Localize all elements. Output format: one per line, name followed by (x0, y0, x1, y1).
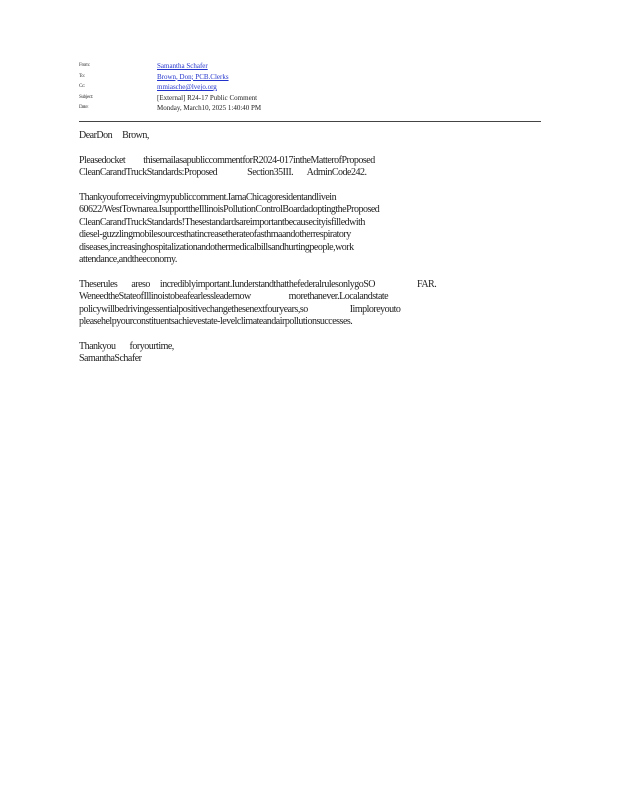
body-line: attendance,andtheeconomy. (79, 254, 177, 265)
signature: SamanthaSchafer (79, 353, 142, 364)
closing (79, 341, 509, 366)
subject-label: Subject: (79, 94, 93, 100)
subject-value: [External] R24-17 Public Comment (157, 93, 258, 102)
body-line: WeneedtheStateofIllinoistobeafearlessleadernow morethanever.Localandstate (79, 291, 389, 302)
to-label: To: (79, 73, 85, 79)
email-body (79, 130, 509, 378)
closing-line: Thankyou foryourtime, (79, 340, 174, 352)
cc-link[interactable]: mmiasche@lvejo.org (157, 83, 217, 91)
body-line: 60622/WestTownarea.IsupporttheIllinoisPollutionControlBoardadoptingtheProposed (79, 204, 380, 215)
body-line: pleasehelpyourconstituentsachievestate-levelclimateandairpollutionsuccesses. (79, 316, 353, 327)
email-header (79, 61, 541, 114)
body-line: policywillbedrivingessentialpositivechangethesenextfouryears,so Iimploreyouto (79, 303, 401, 315)
date-value: Monday, March10, 2025 1:40:40 PM (157, 104, 262, 112)
greeting-text: DearDon Brown, (79, 130, 149, 141)
from-label: From: (79, 63, 90, 68)
from-row (79, 61, 541, 72)
greeting (79, 130, 509, 143)
body-line: Thankyouforreceivingmypubliccomment.IamaChicagoresidentandlivein (79, 191, 337, 203)
to-row (79, 72, 541, 83)
body-line: diesel-guzzlingmobilesourcesthatincreasetherateofasthmaandotherrespiratory (79, 229, 351, 240)
subject-row (79, 93, 541, 104)
cc-row (79, 82, 541, 93)
body-line: CleanCarandTruckStandards!Thesestandardsareimportantbecausecityisfilledwith (79, 216, 365, 228)
body-line: Pleasedocket thisemailasapubliccommentforR2024-017intheMatterofProposed (79, 154, 375, 166)
date-row (79, 103, 541, 114)
from-link[interactable]: Samantha Schafer (157, 62, 208, 70)
paragraph-2 (79, 192, 509, 267)
paragraph-1 (79, 155, 509, 180)
date-label: Date: (79, 105, 89, 110)
to-link[interactable]: Brown, Don; PCB.Clerks (157, 72, 229, 81)
body-line: diseases,increasinghospitalizationandothermedicalbillsandhurtingpeople,work (79, 241, 354, 253)
cc-label: Cc: (79, 84, 86, 89)
paragraph-3 (79, 279, 509, 329)
body-line: CleanCarandTruckStandards:Proposed Section35III. AdminCode242. (79, 167, 367, 178)
body-line: Theserules areso incrediblyimportant.IunderstandthatthefederalrulesonlygoSO FAR. (79, 278, 437, 290)
header-divider (79, 121, 541, 122)
